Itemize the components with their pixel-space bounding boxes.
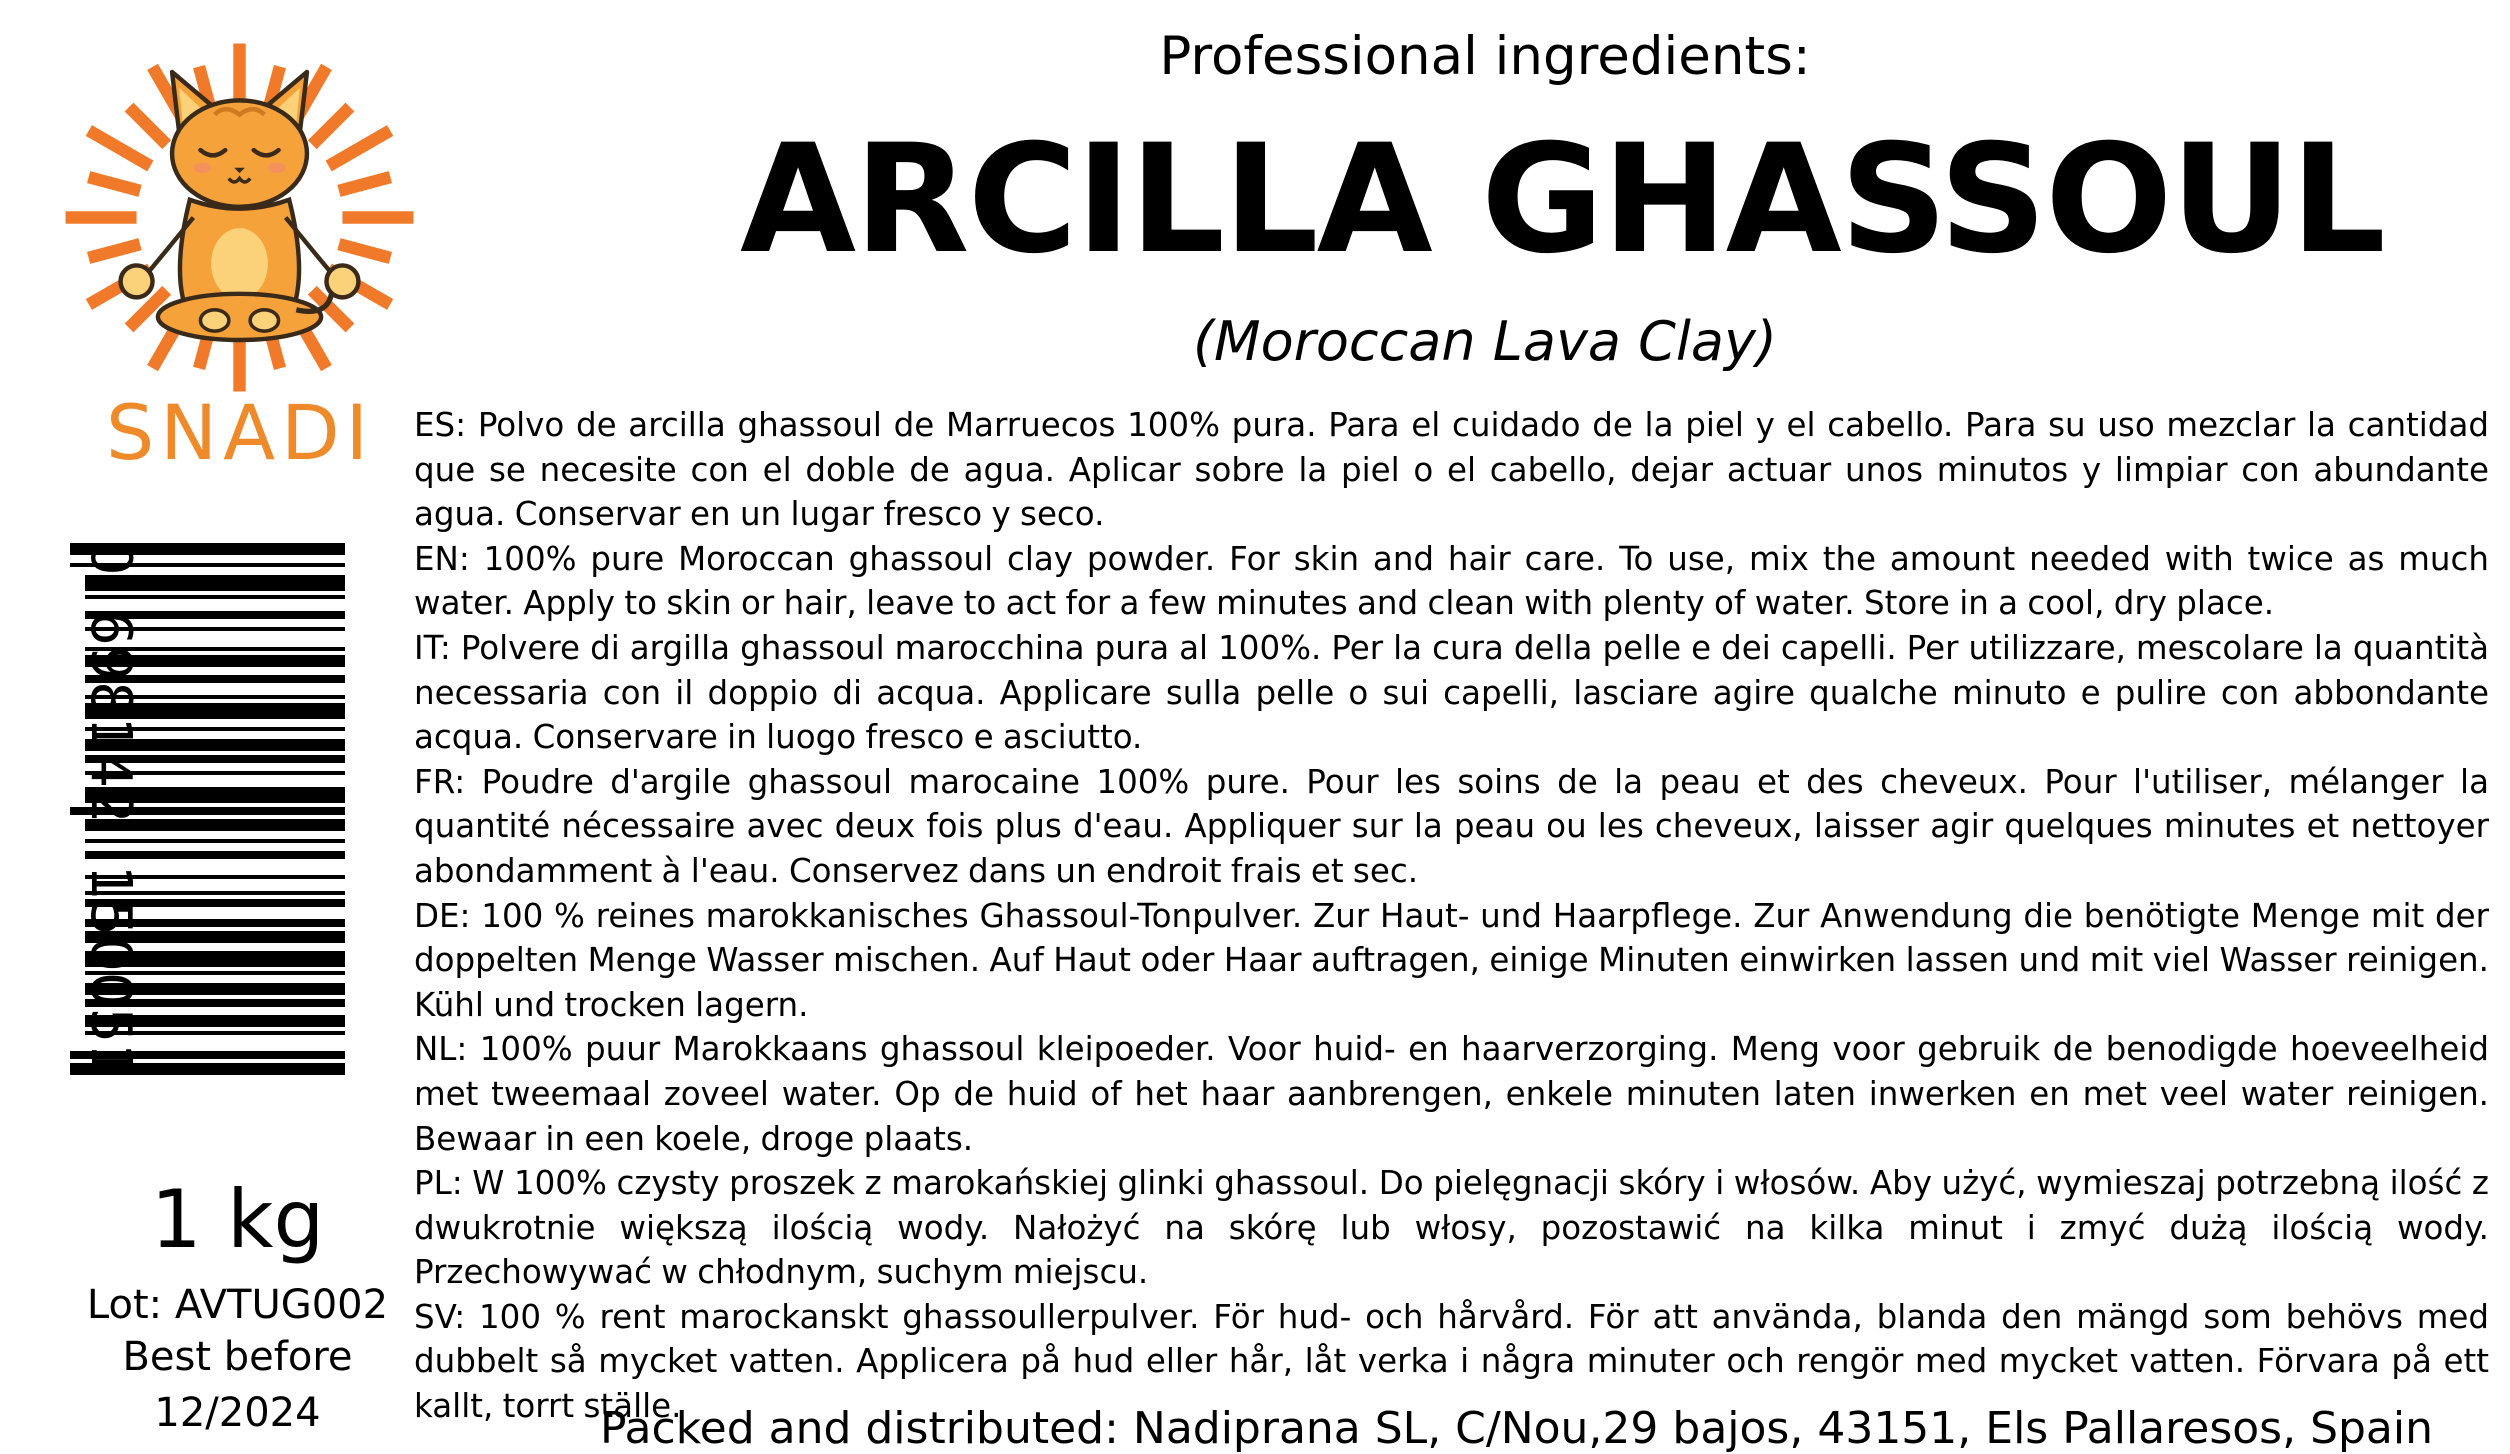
multilingual-descriptions xyxy=(414,403,2489,1429)
description-nl: NL: 100% puur Marokkaans ghassoul kleipoeder. Voor huid- en haarverzorging. Meng voor gebruik de benodigde hoeveelheid met tweemaal zoveel water. Op de huid of het haar aanbrengen, enkele minuten laten inwerken en met veel water reinigen. Bewaar in een koele, droge plaats. xyxy=(414,1030,2489,1158)
sunburst-ray xyxy=(129,107,167,145)
description-en: EN: 100% pure Moroccan ghassoul clay powder. For skin and hair care. To use, mix the amount needed with twice as much water. Apply to skin or hair, leave to act for a few minutes and clean with plenty of water. Store in a cool, dry place. xyxy=(414,539,2489,623)
sunburst-ray xyxy=(339,177,390,191)
description-fr: FR: Poudre d'argile ghassoul marocaine 100% pure. Pour les soins de la peau et des cheveux. Pour l'utiliser, mélanger la quantité nécessaire avec deux fois plus d'eau. Appliquer sur la peau ou les cheveux, laisser agir quelques minutes et nettoyer abondamment à l'eau. Conservez dans un endroit frais et sec. xyxy=(414,762,2489,890)
sunburst-ray xyxy=(89,131,150,167)
label-left-column xyxy=(0,0,400,1453)
sunburst-ray xyxy=(89,177,140,191)
product-subtitle: (Moroccan Lava Clay) xyxy=(1192,310,1777,373)
best-before-date: 12/2024 xyxy=(154,1390,321,1436)
sunburst-ray xyxy=(329,131,390,167)
description-sv: SV: 100 % rent marockanskt ghassoullerpulver. För hud- och hårvård. För att använda, blanda den mängd som behövs med dubbelt så mycket vatten. Applicera på hud eller hår, låt verka i några minuter och rengör med mycket vatten. Förvara på ett kallt, torrt ställe. xyxy=(414,1297,2489,1426)
product-title: ARCILLA GHASSOUL xyxy=(740,113,2384,287)
distributor-footer: Packed and distributed: Nadiprana SL, C/Nou,29 bajos, 43151, Els Pallaresos, Spain xyxy=(600,1403,2434,1454)
header-tagline: Professional ingredients: xyxy=(1159,26,1811,87)
description-it: IT: Polvere di argilla ghassoul marocchina pura al 100%. Per la cura della pelle e dei capelli. Per utilizzare, mescolare la quantità necessaria con il doppio di acqua. Applicare sulla pelle o sui capelli, lasciare agire qualche minuto e pulire con abbondante acqua. Conservare in luogo fresco e asciutto. xyxy=(414,628,2489,757)
lot-number: Lot: AVTUG002 xyxy=(86,1282,389,1328)
meditating-cat-sunburst-icon xyxy=(62,40,417,395)
barcode-digits xyxy=(75,540,145,1079)
best-before-label: Best before xyxy=(122,1334,353,1380)
net-weight: 1 kg xyxy=(150,1173,325,1266)
sunburst-ray xyxy=(312,107,350,145)
sunburst-ray xyxy=(89,244,140,258)
barcode-digit-group: 150051 xyxy=(78,865,143,1079)
sunburst-ray xyxy=(339,244,390,258)
brand-name: SNADI xyxy=(105,388,375,477)
description-pl: PL: W 100% czysty proszek z marokańskiej glinki ghassoul. Do pielęgnacji skóry i włosów. Aby użyć, wymieszaj potrzebną ilość z dwukrotnie większą ilością wody. Nałożyć na skórę lub włosy, pozostawić na kilka minut i zmyć dużą ilością wody. Przechowywać w chłodnym, suchym miejscu. xyxy=(414,1164,2489,1292)
barcode-digit-group: 0 xyxy=(78,540,143,576)
description-de: DE: 100 % reines marokkanisches Ghassoul-Tonpulver. Zur Haut- und Haarpflege. Zur Anwendung die benötigte Menge mit der doppelten Menge Wasser mischen. Auf Haut oder Haar auftragen, einige Minuten einwirken lassen und mit viel Wasser reinigen. Kühl und trocken lagern. xyxy=(414,896,2489,1024)
barcode-digit-group: 698142 xyxy=(78,610,143,824)
description-es: ES: Polvo de arcilla ghassoul de Marruecos 100% pura. Para el cuidado de la piel y el cabello. Para su uso mezclar la cantidad que se necesite con el doble de agua. Aplicar sobre la piel o el cabello, dejar actuar unos minutos y limpiar con abundante agua. Conservar en un lugar fresco y seco. xyxy=(414,406,2489,534)
